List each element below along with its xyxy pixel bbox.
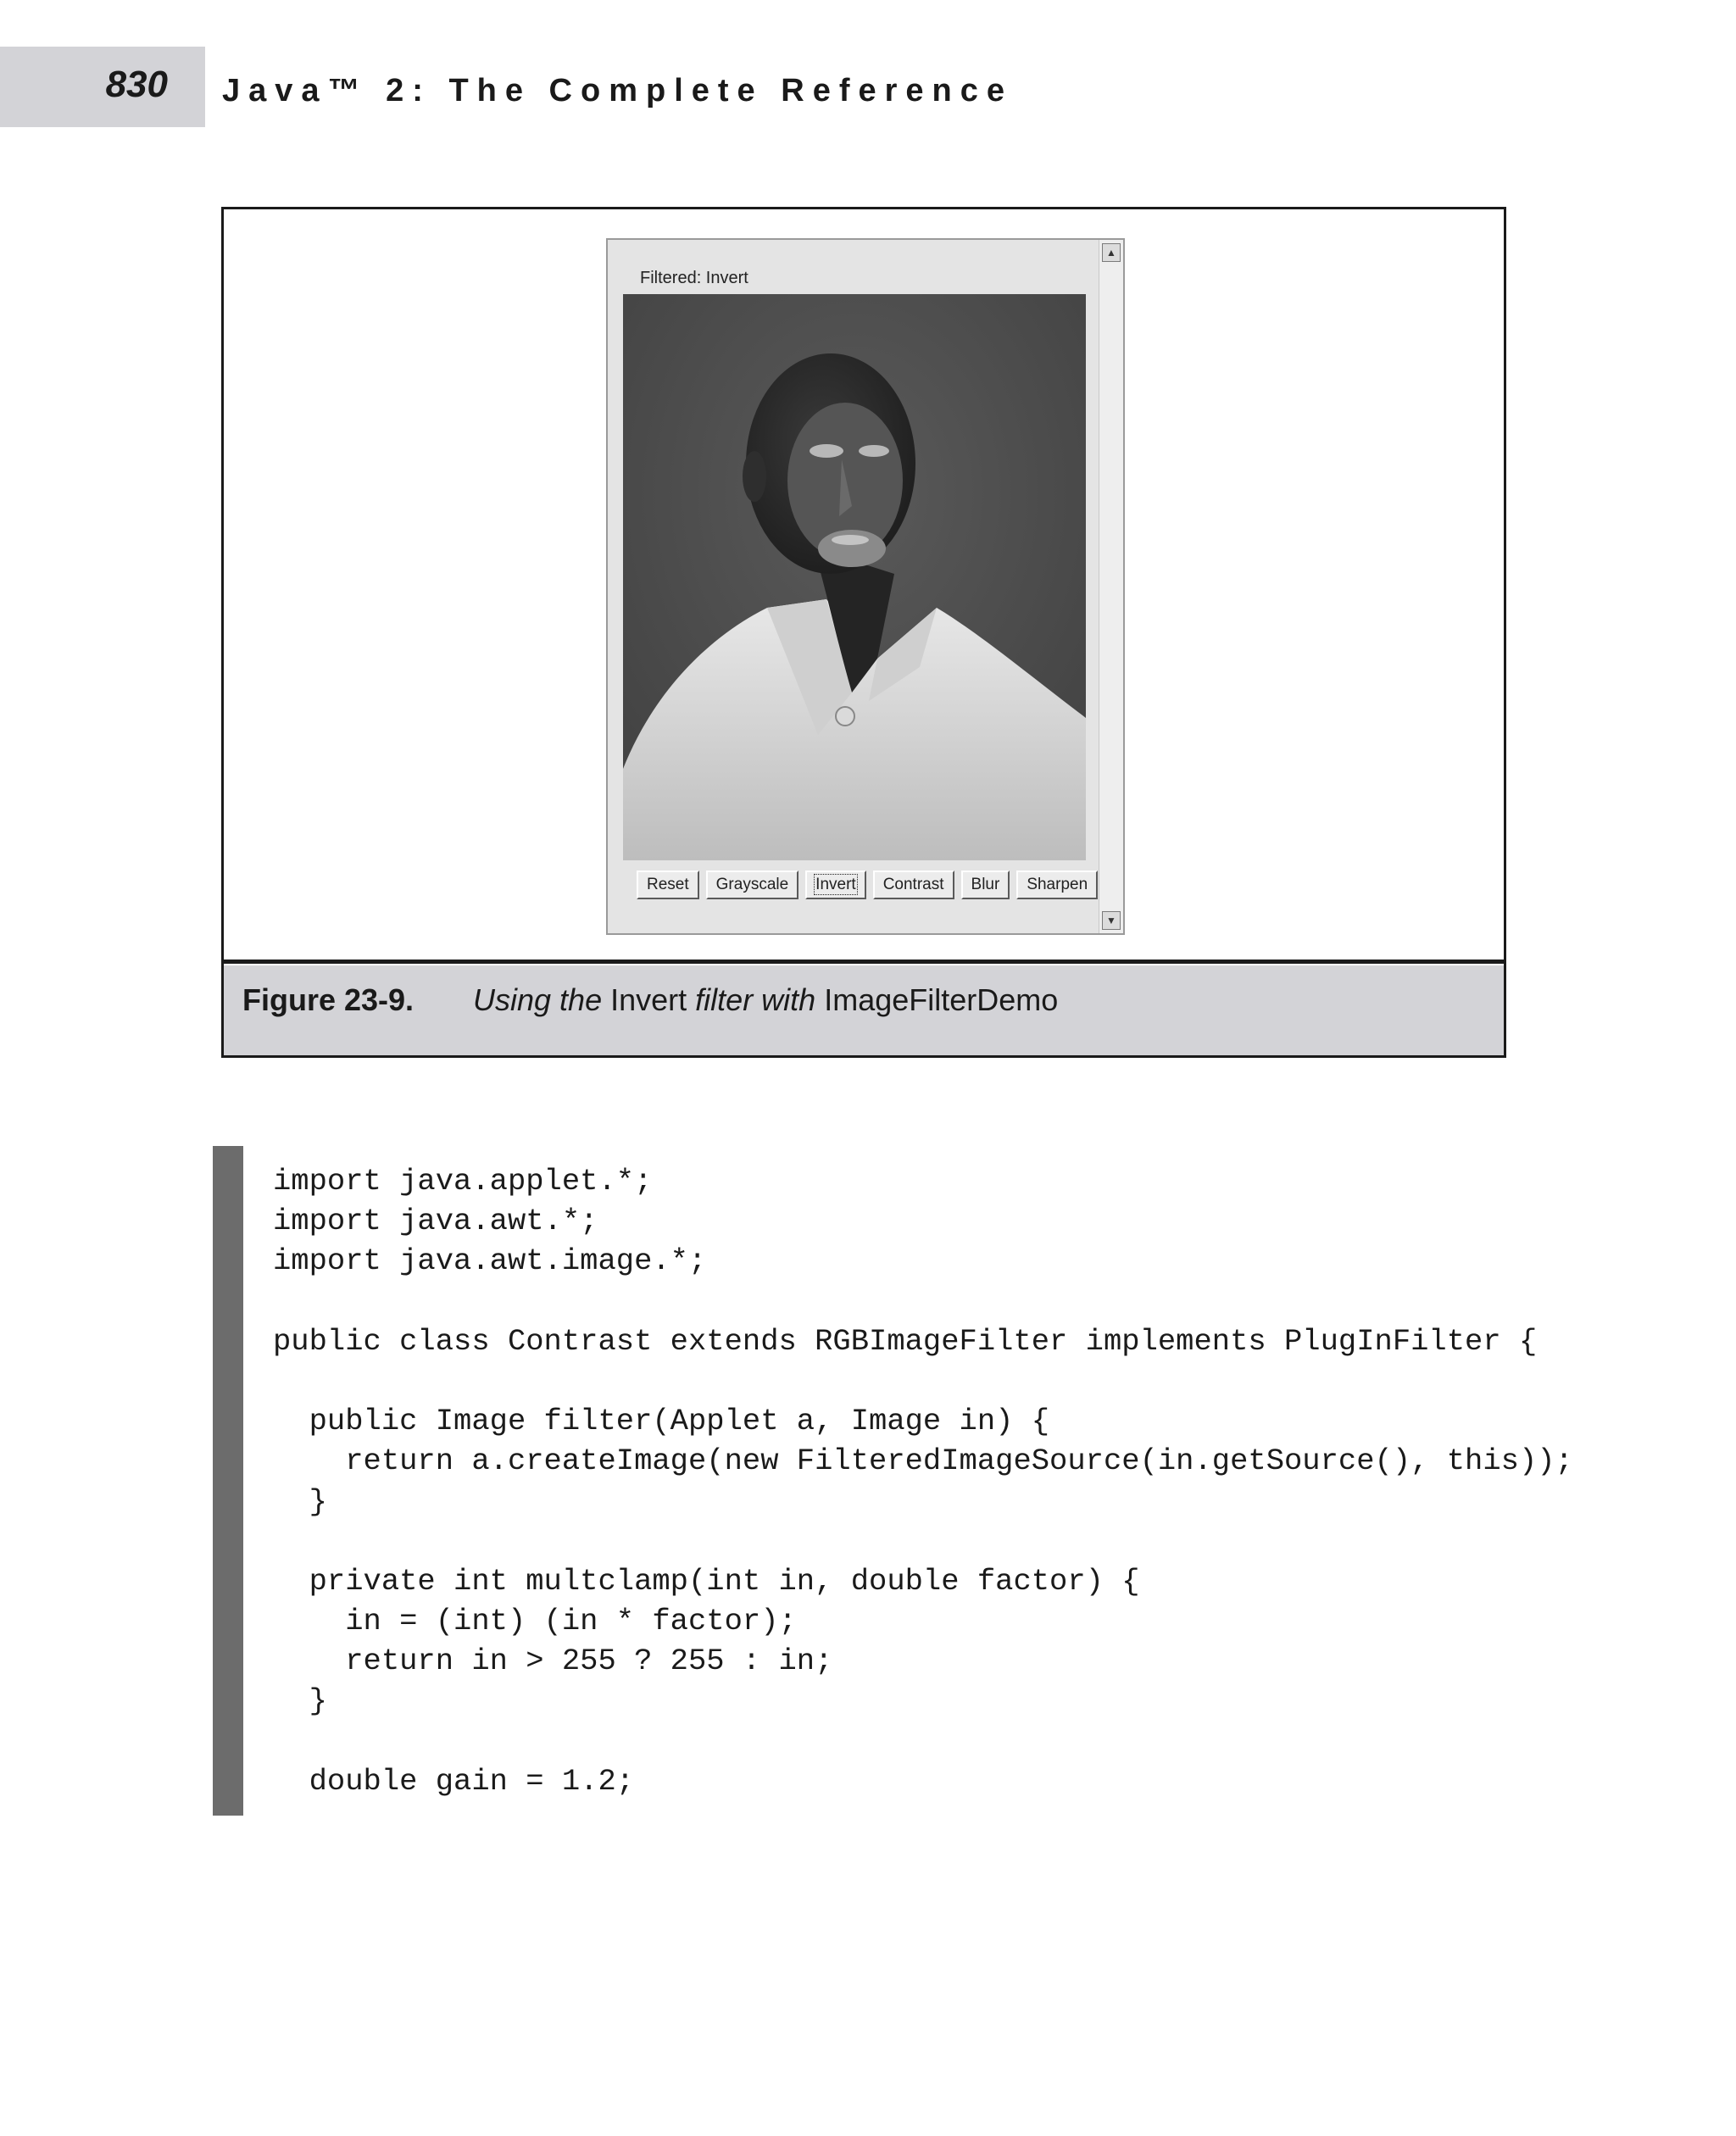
- code-line: }: [273, 1483, 327, 1519]
- applet-filter-label: Filtered: Invert: [640, 269, 748, 287]
- blur-button-label: Blur: [971, 876, 1000, 893]
- invert-button[interactable]: [805, 871, 866, 899]
- figure-label: Figure 23-9.: [242, 982, 415, 1017]
- code-line: return a.createImage(new FilteredImageSource(in.getSource(), this));: [273, 1443, 1573, 1479]
- code-line: import java.awt.image.*;: [273, 1243, 707, 1279]
- scroll-down-icon[interactable]: ▼: [1102, 911, 1121, 930]
- invert-button-label: Invert: [815, 876, 856, 893]
- code-line: double gain = 1.2;: [273, 1763, 635, 1799]
- reset-button[interactable]: [637, 871, 699, 899]
- caption-italic-1: Using the: [473, 982, 603, 1017]
- filter-button-row: [637, 871, 1098, 899]
- code-line: public Image filter(Applet a, Image in) {: [273, 1404, 1050, 1439]
- figure-frame: [221, 207, 1506, 1058]
- caption-roman-1: Invert: [610, 982, 687, 1017]
- code-line: [273, 1361, 1573, 1401]
- portrait-picture: [623, 294, 1086, 860]
- code-line: in = (int) (in * factor);: [273, 1604, 797, 1639]
- reset-button-label: Reset: [647, 876, 689, 893]
- caption-roman-2: ImageFilterDemo: [824, 982, 1059, 1017]
- sharpen-button[interactable]: [1016, 871, 1098, 899]
- running-title: Java™ 2: The Complete Reference: [222, 73, 1014, 108]
- grayscale-button-label: Grayscale: [715, 876, 789, 893]
- code-margin-bar: [213, 1146, 243, 1816]
- inverted-portrait-image: [623, 294, 1086, 860]
- code-line: private int multclamp(int in, double factor) {: [273, 1563, 1140, 1599]
- code-line: [273, 1722, 1573, 1761]
- code-line: [273, 1282, 1573, 1321]
- sharpen-button-label: Sharpen: [1027, 876, 1088, 893]
- figure-caption-text: [473, 982, 1058, 1018]
- grayscale-button[interactable]: [706, 871, 799, 899]
- code-line: [273, 1521, 1573, 1561]
- page-number: 830: [105, 64, 168, 105]
- vertical-scrollbar[interactable]: [1099, 240, 1123, 933]
- code-line: }: [273, 1683, 327, 1719]
- page-number-box: [0, 47, 205, 127]
- code-line: import java.applet.*;: [273, 1164, 653, 1199]
- contrast-button-label: Contrast: [882, 876, 944, 893]
- blur-button[interactable]: [961, 871, 1010, 899]
- scroll-up-icon[interactable]: ▲: [1102, 243, 1121, 262]
- figure-caption: [224, 965, 1504, 1055]
- applet-window: [606, 238, 1125, 935]
- contrast-button[interactable]: [873, 871, 954, 899]
- code-line: public class Contrast extends RGBImageFilter implements PlugInFilter {: [273, 1323, 1538, 1359]
- code-line: import java.awt.*;: [273, 1204, 598, 1239]
- code-line: return in > 255 ? 255 : in;: [273, 1644, 833, 1679]
- figure-image-area: [224, 209, 1504, 964]
- caption-italic-2: filter with: [695, 982, 816, 1017]
- code-listing: [273, 1161, 1573, 1801]
